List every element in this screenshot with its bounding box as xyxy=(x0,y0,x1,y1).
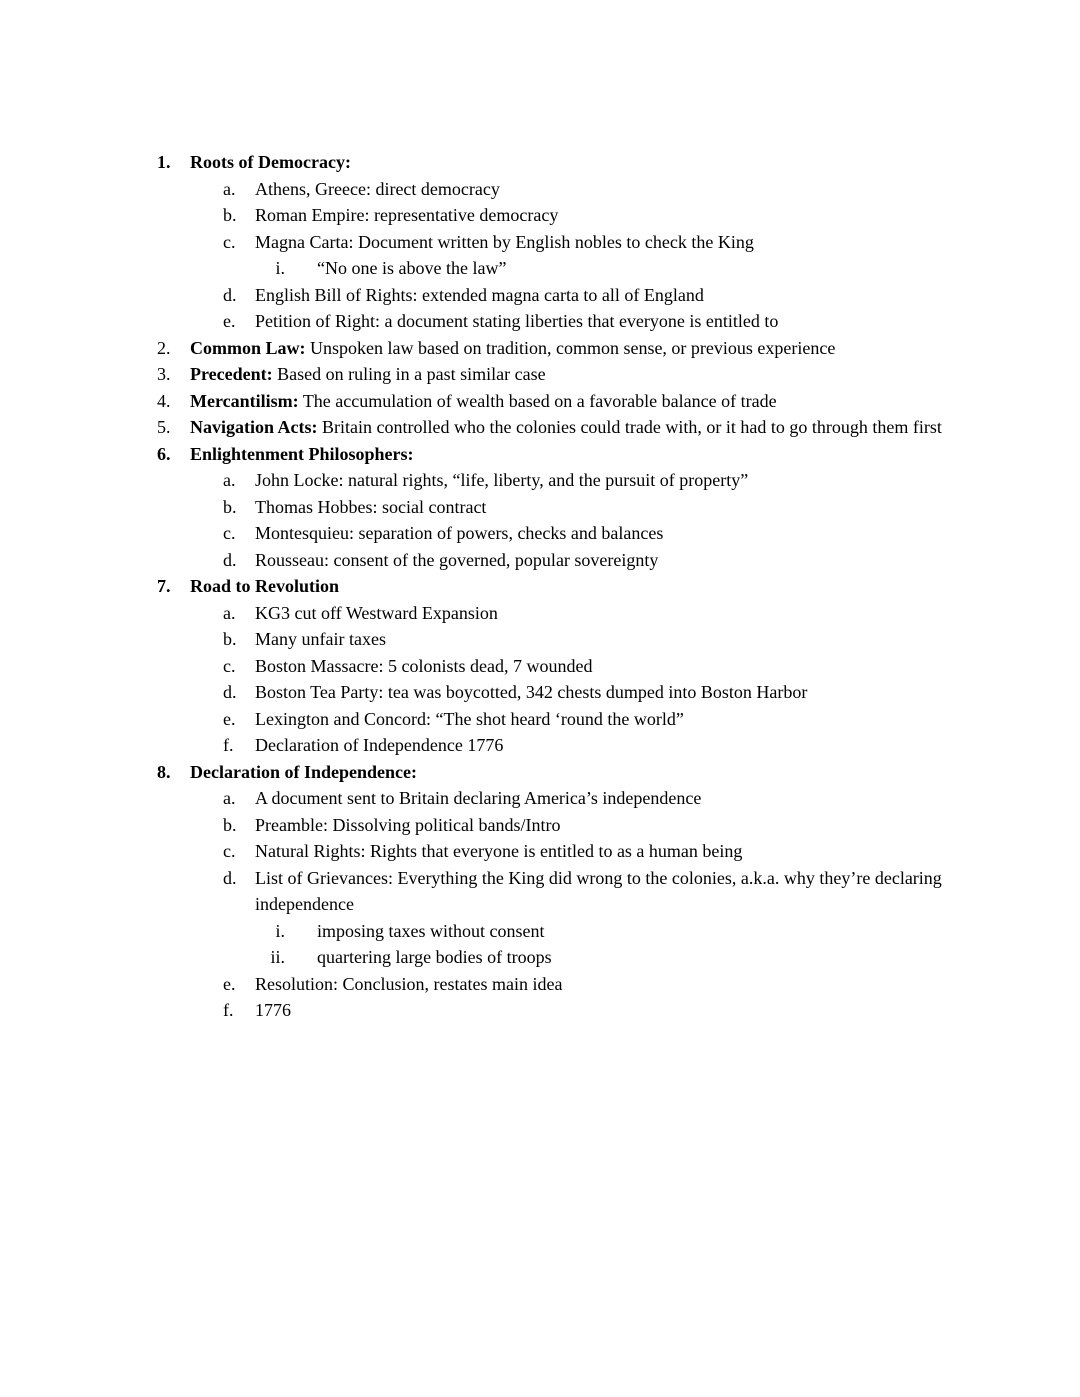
item-term: Mercantilism: xyxy=(190,390,299,411)
item-number-label: i. xyxy=(275,920,285,941)
item-number-label: 3. xyxy=(157,364,171,384)
item-text: Athens, Greece: direct democracy xyxy=(255,178,500,199)
item-number-label: c. xyxy=(223,841,236,861)
item-text: Lexington and Concord: “The shot heard ‘round the world” xyxy=(255,708,684,729)
outline-item xyxy=(155,282,960,309)
outline-item xyxy=(155,573,960,600)
item-text: KG3 cut off Westward Expansion xyxy=(255,602,498,623)
item-number-label: 2. xyxy=(157,337,171,358)
item-number-label: f. xyxy=(223,1000,234,1020)
item-text: Boston Tea Party: tea was boycotted, 342 chests dumped into Boston Harbor xyxy=(255,682,808,702)
item-number-label: e. xyxy=(223,708,236,729)
item-number-label: c. xyxy=(223,523,236,543)
item-number-label: b. xyxy=(223,205,237,225)
item-text: Rousseau: consent of the governed, popular sovereignty xyxy=(255,549,659,570)
item-number-label: e. xyxy=(223,973,236,994)
item-text: Many unfair taxes xyxy=(255,629,386,649)
item-number-label: b. xyxy=(223,814,237,835)
outline-item xyxy=(155,441,960,468)
item-text xyxy=(190,414,960,441)
item-text: Declaration of Independence 1776 xyxy=(255,735,504,755)
item-term: Roots of Democracy: xyxy=(190,152,351,172)
item-text: A document sent to Britain declaring America’s independence xyxy=(255,788,702,808)
item-term: Common Law: xyxy=(190,337,306,358)
item-text: Petition of Right: a document stating liberties that everyone is entitled to xyxy=(255,311,779,331)
item-term: Enlightenment Philosophers: xyxy=(190,443,414,464)
item-text: Boston Massacre: 5 colonists dead, 7 wounded xyxy=(255,655,593,676)
item-number-label: c. xyxy=(223,231,236,252)
item-definition: Based on ruling in a past similar case xyxy=(272,364,546,384)
outline-item xyxy=(155,308,960,335)
item-number-label: b. xyxy=(223,629,237,649)
outline-item xyxy=(155,812,960,839)
outline-item xyxy=(155,626,960,653)
outline-item xyxy=(155,759,960,786)
outline-item xyxy=(155,494,960,521)
outline-item xyxy=(155,706,960,733)
item-number-label: f. xyxy=(223,735,234,755)
item-text: Preamble: Dissolving political bands/Intro xyxy=(255,814,561,835)
outline-item xyxy=(155,600,960,627)
item-text: Roman Empire: representative democracy xyxy=(255,205,559,225)
item-number-label: a. xyxy=(223,788,236,808)
item-text: John Locke: natural rights, “life, liberty, and the pursuit of property” xyxy=(255,470,749,490)
item-definition: Unspoken law based on tradition, common sense, or previous experience xyxy=(305,337,836,358)
item-text: Natural Rights: Rights that everyone is entitled to as a human being xyxy=(255,841,743,861)
item-number-label: 6. xyxy=(157,443,171,464)
outline-item xyxy=(155,865,960,918)
item-number-label: a. xyxy=(223,178,236,199)
item-text xyxy=(190,759,960,786)
outline-item xyxy=(155,467,960,494)
outline-item xyxy=(155,785,960,812)
outline-item xyxy=(155,149,960,176)
item-text: Montesquieu: separation of powers, checks and balances xyxy=(255,523,664,543)
item-number-label: b. xyxy=(223,496,237,517)
item-number-label: d. xyxy=(223,867,237,888)
item-text xyxy=(190,388,960,415)
item-number-label: c. xyxy=(223,655,236,676)
item-text: English Bill of Rights: extended magna carta to all of England xyxy=(255,284,704,305)
item-text xyxy=(190,441,960,468)
outline-item xyxy=(155,255,960,282)
outline-item xyxy=(155,388,960,415)
item-text: Magna Carta: Document written by English nobles to check the King xyxy=(255,231,754,252)
item-text: quartering large bodies of troops xyxy=(317,947,552,967)
outline-item xyxy=(155,229,960,256)
item-text: 1776 xyxy=(255,1000,291,1020)
outline-item xyxy=(155,414,960,441)
outline-item xyxy=(155,520,960,547)
item-number-label: i. xyxy=(275,258,285,278)
outline-item xyxy=(155,361,960,388)
item-number-label: 7. xyxy=(157,576,171,596)
item-number-label: e. xyxy=(223,311,236,331)
item-text xyxy=(190,361,960,388)
item-number-label: a. xyxy=(223,470,236,490)
outline-item xyxy=(155,653,960,680)
item-number-label: a. xyxy=(223,602,236,623)
item-text: “No one is above the law” xyxy=(317,258,507,278)
item-term: Road to Revolution xyxy=(190,576,340,596)
item-term: Declaration of Independence: xyxy=(190,761,417,782)
item-number-label: 5. xyxy=(157,417,171,437)
outline-item xyxy=(155,732,960,759)
item-number-label: 8. xyxy=(157,761,171,782)
outline-item xyxy=(155,202,960,229)
item-term: Navigation Acts: xyxy=(190,417,318,437)
outline-item xyxy=(155,547,960,574)
item-number-label: d. xyxy=(223,682,237,702)
outline-item xyxy=(155,679,960,706)
item-term: Precedent: xyxy=(190,364,273,384)
item-number-label: ii. xyxy=(270,947,285,967)
item-number-label: 1. xyxy=(157,152,171,172)
item-number-label: 4. xyxy=(157,390,171,411)
outline-item xyxy=(155,838,960,865)
outline-item xyxy=(155,176,960,203)
item-number-label: d. xyxy=(223,284,237,305)
item-definition: The accumulation of wealth based on a favorable balance of trade xyxy=(298,390,777,411)
item-text: imposing taxes without consent xyxy=(317,920,545,941)
item-text: List of Grievances: Everything the King did wrong to the colonies, a.k.a. why they’re declaring independence xyxy=(255,867,942,914)
item-number-label: d. xyxy=(223,549,237,570)
item-text: Thomas Hobbes: social contract xyxy=(255,496,487,517)
item-text xyxy=(190,573,960,600)
outline-item xyxy=(155,944,960,971)
item-definition: Britain controlled who the colonies could trade with, or it had to go through them first xyxy=(317,417,942,437)
item-text xyxy=(190,335,960,362)
outline xyxy=(155,149,960,1024)
outline-item xyxy=(155,335,960,362)
outline-item xyxy=(155,971,960,998)
outline-item xyxy=(155,997,960,1024)
outline-item xyxy=(155,918,960,945)
item-text: Resolution: Conclusion, restates main idea xyxy=(255,973,563,994)
item-text xyxy=(190,149,960,176)
